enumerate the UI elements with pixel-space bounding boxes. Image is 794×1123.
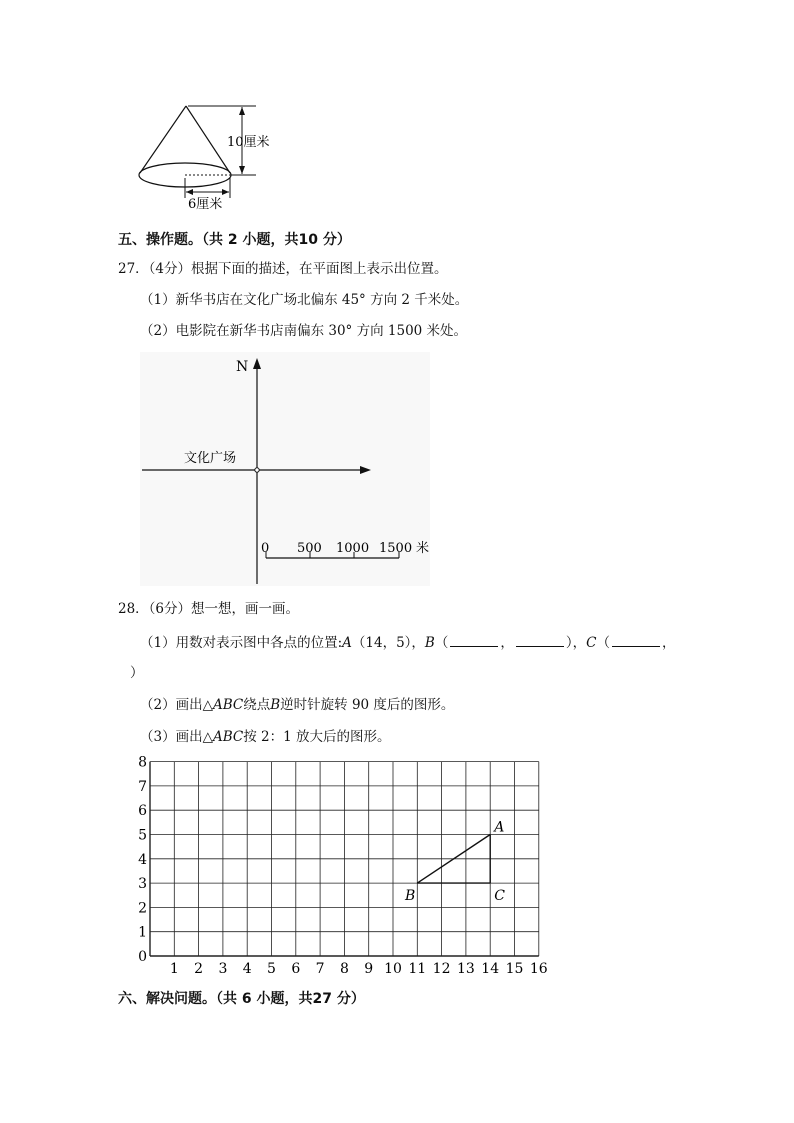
point-b-y-blank[interactable]	[516, 634, 564, 647]
q28-item1-prefix: （1）用数对表示图中各点的位置:	[140, 635, 343, 651]
section-5-title: 五、操作题。（共 2 小题，共10 分）	[118, 232, 351, 248]
cone-height-label: 10厘米	[227, 135, 270, 150]
separator: ，	[411, 635, 425, 651]
x-tick-label: 14	[481, 961, 500, 977]
section-6-title: 六、解决问题。（共 6 小题，共27 分）	[118, 991, 365, 1007]
x-tick-label: 4	[242, 961, 252, 977]
x-tick-label: 8	[339, 961, 349, 977]
point-label-c: C	[494, 888, 505, 905]
y-tick-label: 1	[138, 924, 147, 941]
comma: ，	[661, 635, 676, 651]
point-a-label: A	[342, 635, 352, 651]
x-tick-label: 16	[529, 961, 548, 977]
y-tick-label: 6	[138, 803, 147, 820]
x-tick-label: 6	[291, 961, 301, 977]
q28-item2-suffix: 逆时针旋转 90 度后的图形。	[280, 697, 455, 713]
north-label: N	[236, 359, 249, 375]
y-tick-label: 0	[138, 949, 147, 965]
q28-item2	[140, 696, 454, 714]
q28-item3-prefix: （3）画出△	[140, 729, 213, 745]
x-tick-label: 13	[456, 961, 475, 977]
y-tick-label: 4	[138, 851, 147, 868]
q27-item2: （2）电影院在新华书店南偏东 30° 方向 1500 米处。	[140, 323, 468, 339]
grid-labels	[138, 755, 548, 977]
y-tick-label: 2	[138, 900, 147, 917]
x-tick-label: 5	[267, 961, 276, 977]
q28-item2-prefix: （2）画出△	[140, 697, 213, 713]
y-tick-label: 8	[138, 755, 147, 771]
x-tick-label: 2	[194, 961, 204, 977]
scale-unit: 米	[416, 541, 430, 556]
paren-open: （	[434, 635, 449, 651]
x-tick-label: 3	[218, 961, 228, 977]
x-tick-label: 12	[432, 961, 451, 977]
paren-close: ），	[565, 635, 587, 651]
scale-tick-0: 0	[261, 541, 270, 556]
x-tick-label: 10	[384, 961, 402, 977]
point-b-x-blank[interactable]	[450, 634, 498, 647]
grid-lines	[150, 762, 539, 956]
origin-label: 文化广场	[184, 451, 237, 466]
q28-item3-suffix: 按 2：1 放大后的图形。	[243, 729, 391, 745]
q27-head: 27．（4分）根据下面的描述，在平面图上表示出位置。	[118, 261, 448, 277]
q28-item1	[140, 634, 675, 652]
x-tick-label: 1	[169, 961, 179, 977]
q28-item3	[140, 728, 391, 746]
comma: ，	[500, 635, 514, 651]
paren-open: （	[596, 635, 610, 651]
cone-figure	[130, 98, 290, 218]
q28-item2-mid: 绕点	[243, 697, 271, 713]
x-tick-label: 7	[315, 961, 325, 977]
q28-head: 28．（6分）想一想，画一画。	[118, 601, 300, 617]
x-tick-label: 9	[364, 961, 374, 977]
pivot-label: B	[270, 697, 281, 713]
point-a-coords: （14，5）	[351, 635, 412, 651]
triangle-label: ABC	[212, 697, 244, 713]
point-b-label: B	[424, 635, 435, 651]
scale-tick-1000: 1000	[336, 541, 370, 556]
cone-radius-label: 6厘米	[188, 197, 223, 212]
q27-item1: （1）新华书店在文化广场北偏东 45° 方向 2 千米处。	[140, 292, 469, 308]
y-tick-label: 3	[138, 876, 147, 893]
scale-tick-500: 500	[297, 541, 322, 556]
point-label-b: B	[405, 888, 416, 905]
q27-map	[140, 352, 440, 588]
point-c-label: C	[586, 635, 597, 651]
triangle-label: ABC	[212, 729, 244, 745]
scale-tick-1500: 1500	[379, 541, 413, 556]
coordinate-grid	[130, 755, 560, 980]
q28-item1-close: ）	[130, 665, 144, 681]
point-c-x-blank[interactable]	[612, 634, 660, 647]
x-tick-label: 11	[408, 961, 427, 977]
x-tick-label: 15	[505, 961, 524, 977]
y-tick-label: 5	[138, 827, 147, 844]
y-tick-label: 7	[138, 778, 147, 795]
origin-point	[255, 468, 259, 472]
point-label-a: A	[494, 819, 505, 836]
